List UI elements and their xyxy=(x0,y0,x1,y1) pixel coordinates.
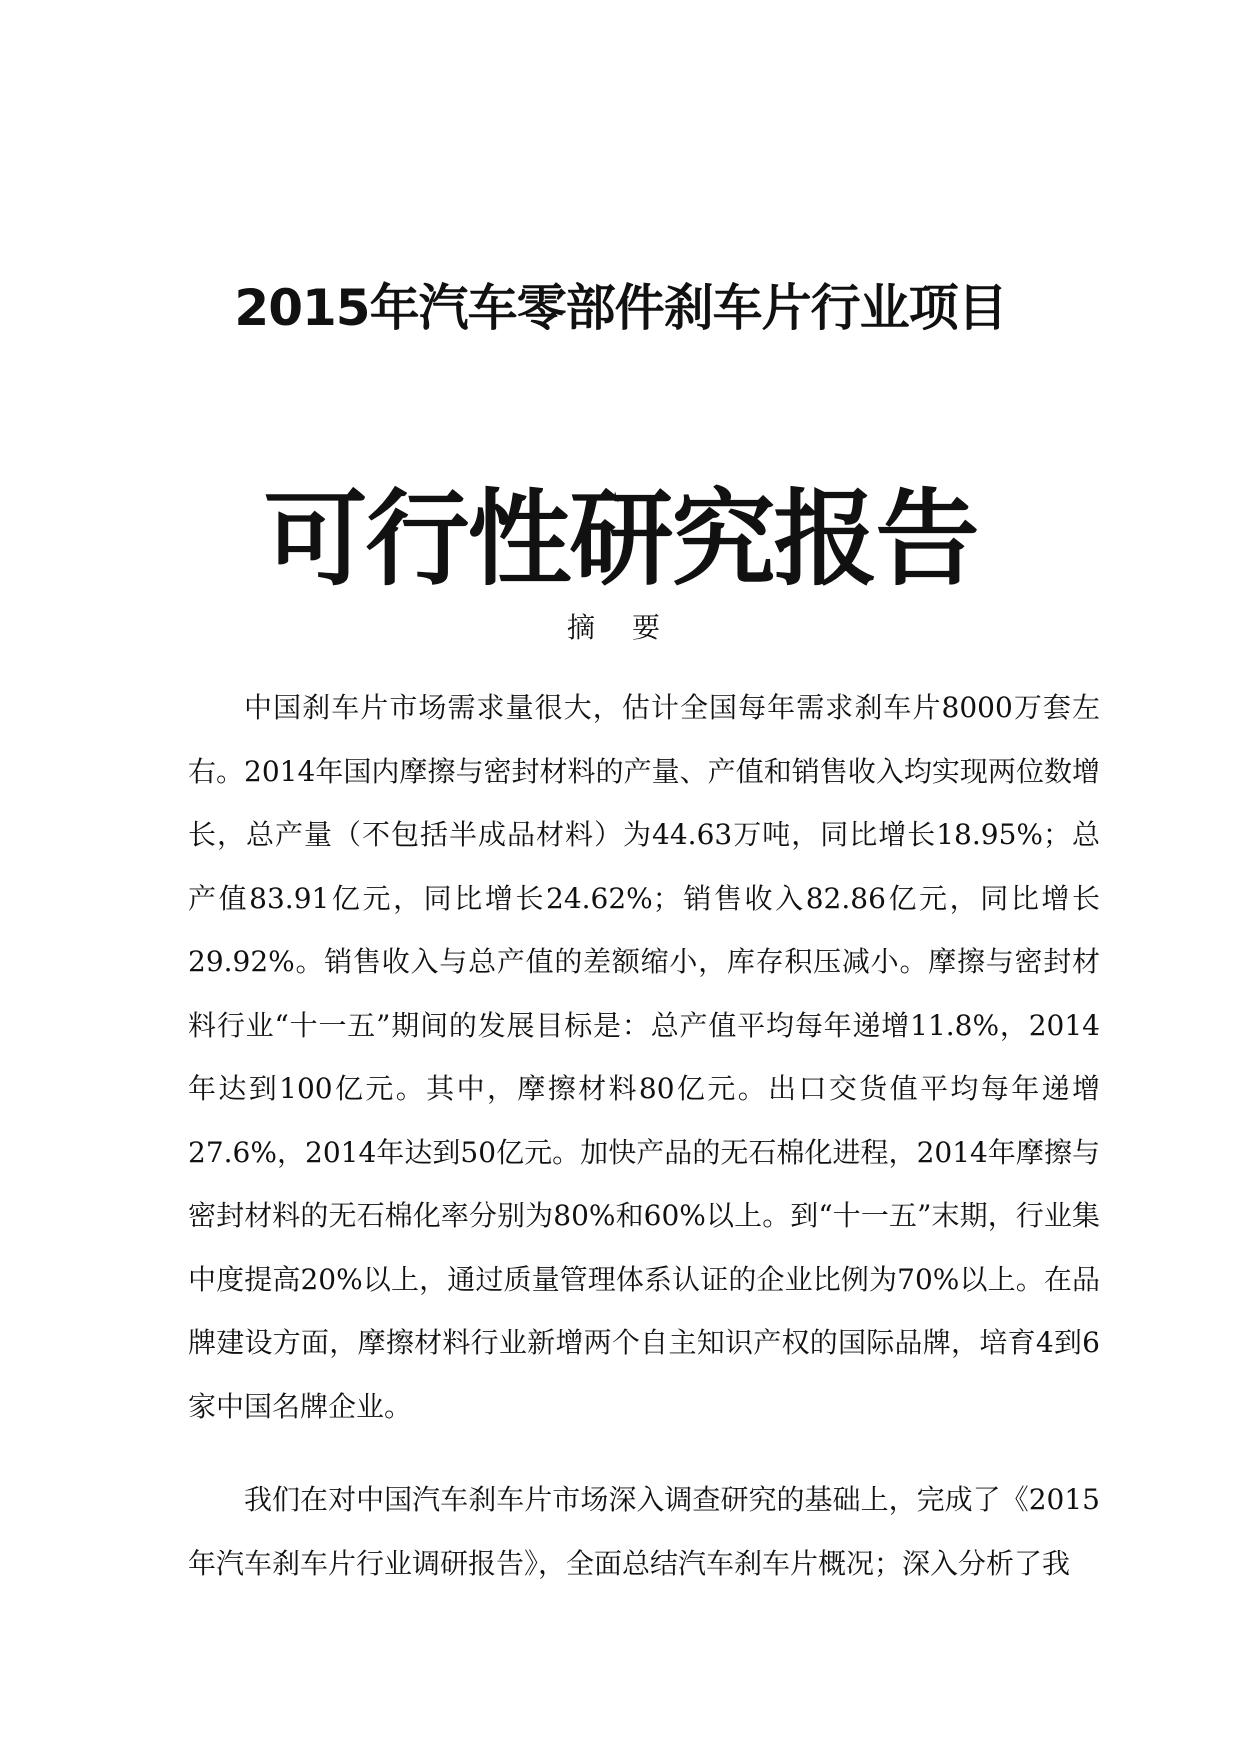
abstract-heading: 摘 要 xyxy=(567,611,674,644)
report-title-line-2: 可行性研究报告 xyxy=(263,478,978,600)
abstract-paragraph-1: 中国刹车片市场需求量很大，估计全国每年需求刹车片8000万套左右。2014年国内摩擦与密封材料的产量、产值和销售收入均实现两位数增长，总产量（不包括半成品材料）为44.63万吨，同比增长18.95%；总产值83.91亿元，同比增长24.62%；销售收入82.86亿元，同比增长29.92%。销售收入与总产值的差额缩小，库存积压减小。摩擦与密封材料行业“十一五”期间的发展目标是：总产值平均每年递增11.8%，2014年达到100亿元。其中，摩擦材料80亿元。出口交货值平均每年递增27.6%，2014年达到50亿元。加快产品的无石棉化进程，2014年摩擦与密封材料的无石棉化率分别为80%和60%以上。到“十一五”末期，行业集中度提高20%以上，通过质量管理体系认证的企业比例为70%以上。在品牌建设方面，摩擦材料行业新增两个自主知识产权的国际品牌，培育4到6家中国名牌企业。 xyxy=(188,691,1100,1423)
report-title-line-1: 2015年汽车零部件刹车片行业项目 xyxy=(234,279,1007,337)
abstract-paragraph-2: 我们在对中国汽车刹车片市场深入调查研究的基础上，完成了《2015年汽车刹车片行业调研报告》，全面总结汽车刹车片概况；深入分析了我 xyxy=(188,1483,1100,1580)
